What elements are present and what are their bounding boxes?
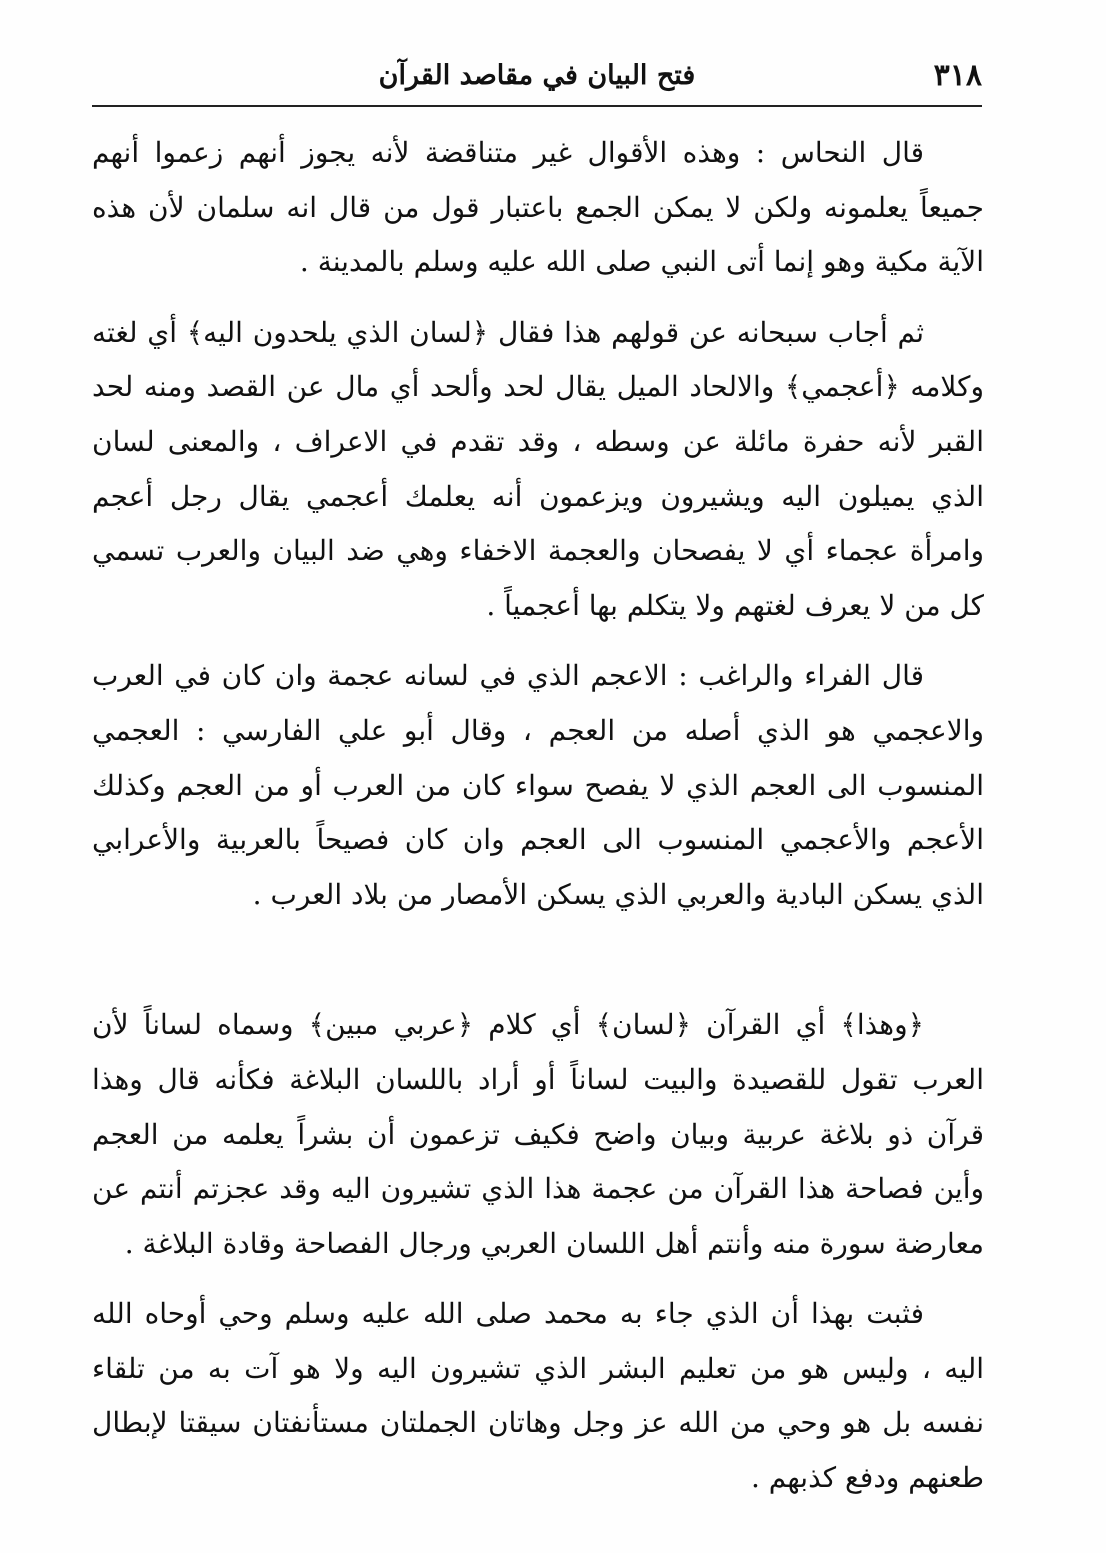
running-title: فتح البيان في مقاصد القرآن (378, 60, 696, 91)
header-rule (92, 105, 982, 107)
paragraph-1: قال النحاس : وهذه الأقوال غير متناقضة لأنه يجوز أنهم زعموا أنهم جميعاً يعلمونه ولكن لا يمكن الجمع باعتبار قول من قال انه سلمان لأن هذه الآية مكية وهو إنما أتى النبي صلى الله عليه وسلم بالمدينة . (92, 136, 984, 279)
page-header (92, 52, 982, 102)
paragraph-5: فثبت بهذا أن الذي جاء به محمد صلى الله عليه وسلم وحي أوحاه الله اليه ، وليس هو من تعليم البشر الذي تشيرون اليه ولا هو آت به من تلقاء نفسه بل هو وحي من الله عز وجل وهاتان الجملتان مستأنفتان سيقتا لإبطال طعنهم ودفع كذبهم . (92, 1297, 984, 1495)
paragraph-3: قال الفراء والراغب : الاعجم الذي في لسانه عجمة وان كان في العرب والاعجمي هو الذي أصله من العجم ، وقال أبو علي الفارسي : العجمي المنسوب الى العجم الذي لا يفصح سواء كان من العرب أو من العجم وكذلك الأعجم والأعجمي المنسوب الى العجم وان كان فصيحاً بالعربية والأعرابي الذي يسكن البادية والعربي الذي يسكن الأمصار من بلاد العرب . (92, 659, 984, 911)
section-gap (92, 922, 984, 998)
paragraph-gap (92, 1271, 984, 1287)
paragraph-gap (92, 290, 984, 306)
paragraph-4: ﴿وهذا﴾ أي القرآن ﴿لسان﴾ أي كلام ﴿عربي مبين﴾ وسماه لساناً لأن العرب تقول للقصيدة والبيت لساناً أو أراد باللسان البلاغة فكأنه قال وهذا قرآن ذو بلاغة عربية وبيان واضح فكيف تزعمون أن بشراً يعلمه من العجم وأين فصاحة هذا القرآن من عجمة هذا الذي تشيرون اليه وقد عجزتم أنتم عن معارضة سورة منه وأنتم أهل اللسان العربي ورجال الفصاحة وقادة البلاغة . (92, 1008, 985, 1260)
paragraph-2: ثم أجاب سبحانه عن قولهم هذا فقال ﴿لسان الذي يلحدون اليه﴾ أي لغته وكلامه ﴿أعجمي﴾ والالحاد الميل يقال لحد وألحد أي مال عن القصد ومنه لحد القبر لأنه حفرة مائلة عن وسطه ، وقد تقدم في الاعراف ، والمعنى لسان الذي يميلون اليه ويشيرون ويزعمون أنه يعلمك أعجمي يقال رجل أعجم وامرأة عجماء أي لا يفصحان والعجمة الاخفاء وهي ضد البيان والعرب تسمي كل من لا يعرف لغتهم ولا يتكلم بها أعجمياً . (92, 315, 984, 622)
page-number: ٣١٨ (933, 58, 982, 93)
body-text (92, 126, 984, 1506)
paragraph-gap (92, 633, 984, 649)
